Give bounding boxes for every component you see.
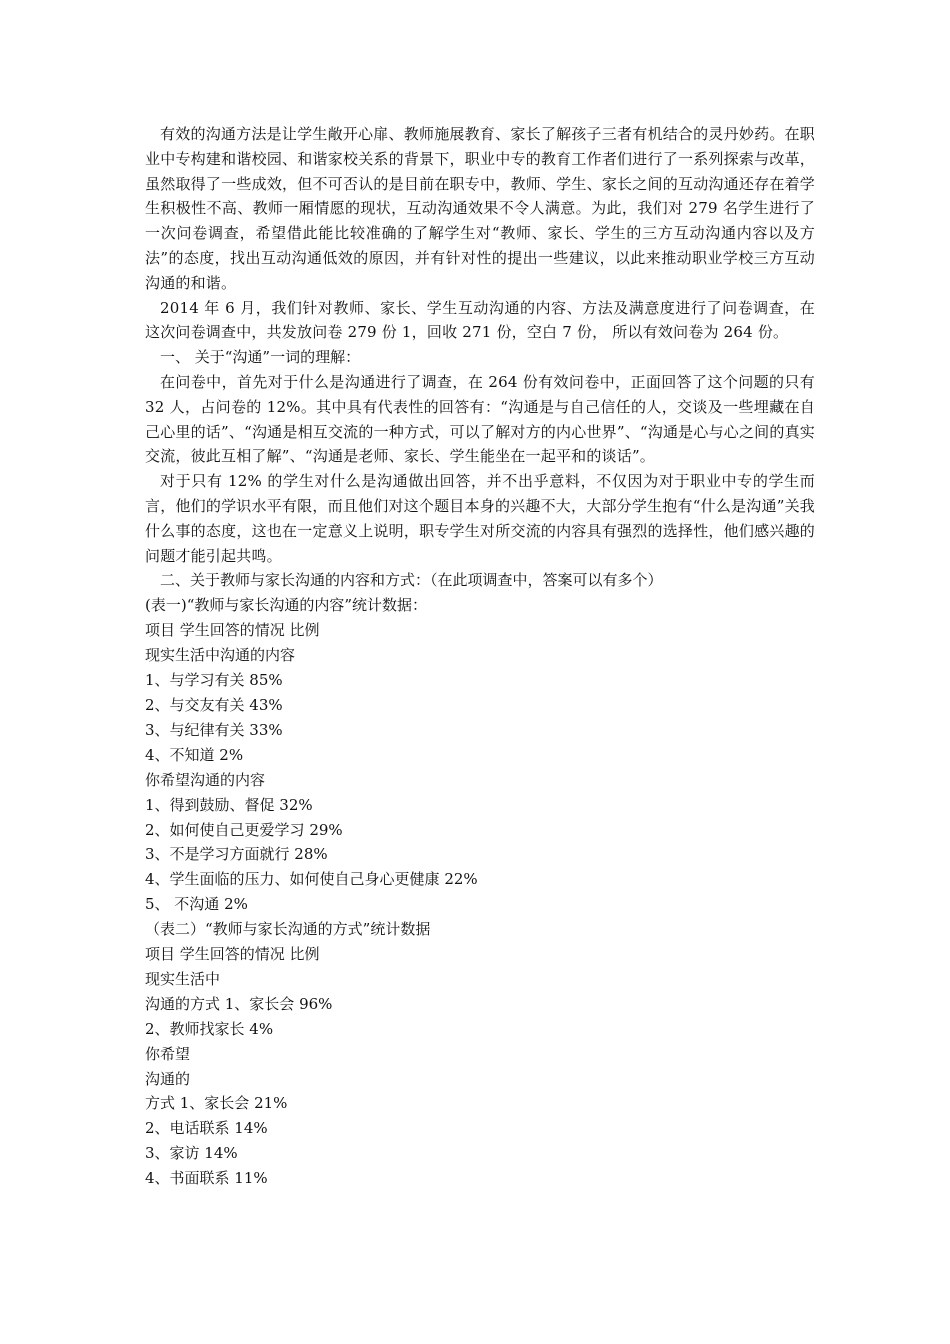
table2-header: 项目 学生回答的情况 比例 [145, 945, 320, 964]
table1-row: 3、与纪律有关 33% [145, 720, 283, 739]
table1-row: 1、得到鼓励、督促 32% [145, 795, 313, 814]
table1-row: 4、不知道 2% [145, 745, 244, 764]
table1-row: 2、与交友有关 43% [145, 695, 283, 714]
table1-row: 现实生活中沟通的内容 [145, 646, 296, 665]
table2-row: 方式 1、家长会 21% [145, 1094, 288, 1113]
section1-paragraph-1: 在问卷中，首先对于什么是沟通进行了调查，在 264 份有效问卷中，正面回答了这个问题的只有 32 人，占问卷的 12%。其中具有代表性的回答有：“沟通是与自己信任的人，交谈及一些埋藏在自己心里的话”、“沟通是相互交流的一种方式，可以了解对方的内心世界”、“沟通是心与心之间的真实交流，彼此互相了解”、“沟通是老师、家长、学生能坐在一起平和的谈话”。 [145, 373, 815, 466]
section2-heading: 二、关于教师与家长沟通的内容和方式：（在此项调查中，答案可以有多个） [160, 571, 663, 590]
intro-paragraph: 有效的沟通方法是让学生敞开心扉、教师施展教育、家长了解孩子三者有机结合的灵丹妙药。在职业中专构建和谐校园、和谐家校关系的背景下，职业中专的教育工作者们进行了一系列探索与改革，虽然取得了一些成效，但不可否认的是目前在职专中，教师、学生、家长之间的互动沟通还存在着学生积极性不高、教师一厢情愿的现状，互动沟通效果不令人满意。为此，我们对 279 名学生进行了一次问卷调查，希望借此能比较准确的了解学生对“教师、家长、学生的三方互动沟通内容以及方法”的态度，找出互动沟通低效的原因，并有针对性的提出一些建议，以此来推动职业学校三方互动沟通的和谐。 [145, 125, 815, 292]
table1-row: 5、 不沟通 2% [145, 895, 248, 914]
table1-row: 2、如何使自己更爱学习 29% [145, 820, 343, 839]
table1-row: 4、学生面临的压力、如何使自己身心更健康 22% [145, 870, 478, 889]
table1-row: 你希望沟通的内容 [145, 770, 266, 789]
table2-caption: （表二）“教师与家长沟通的方式”统计数据 [145, 920, 431, 939]
table2-row: 2、电话联系 14% [145, 1119, 268, 1138]
survey-paragraph: 2014 年 6 月，我们针对教师、家长、学生互动沟通的内容、方法及满意度进行了问卷调查，在这次问卷调查中，共发放问卷 279 份 1，回收 271 份，空白 7 份， 所以有效问卷为 264 份。 [145, 298, 815, 342]
table1-caption: (表一)“教师与家长沟通的内容”统计数据： [145, 596, 428, 615]
table1-row: 1、与学习有关 85% [145, 671, 283, 690]
table2 [145, 917, 815, 1191]
table2-row: 沟通的 [145, 1069, 191, 1088]
table1 [145, 593, 815, 917]
table1-row: 3、不是学习方面就行 28% [145, 845, 328, 864]
section1-paragraph-2: 对于只有 12% 的学生对什么是沟通做出回答，并不出乎意料，不仅因为对于职业中专的学生而言，他们的学识水平有限，而且他们对这个题目本身的兴趣不大，大部分学生抱有“什么是沟通”关我什么事的态度，这也在一定意义上说明，职专学生对所交流的内容具有强烈的选择性，他们感兴趣的问题才能引起共鸣。 [145, 472, 815, 565]
table2-row: 4、书面联系 11% [145, 1169, 268, 1188]
document-body [145, 122, 815, 1191]
table2-row: 3、家访 14% [145, 1144, 238, 1163]
table2-row: 现实生活中 [145, 969, 221, 988]
section1-heading: 一、 关于“沟通”一词的理解： [160, 348, 361, 367]
table1-header: 项目 学生回答的情况 比例 [145, 621, 320, 640]
table2-row: 2、教师找家长 4% [145, 1019, 274, 1038]
table2-row: 你希望 [145, 1044, 191, 1063]
table2-row: 沟通的方式 1、家长会 96% [145, 994, 333, 1013]
